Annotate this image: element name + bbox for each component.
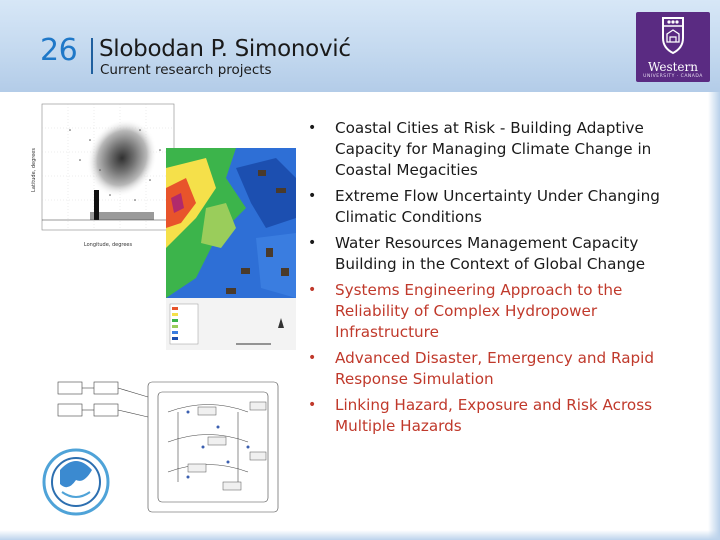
- title-divider: [91, 38, 93, 74]
- histogram-peak: [94, 190, 99, 220]
- slide-title: Slobodan P. Simonović: [99, 36, 351, 62]
- logo-wordmark: Western: [647, 60, 698, 74]
- logo-subline: UNIVERSITY · CANADA: [643, 74, 703, 79]
- scatter-xlabel: Longitude, degrees: [83, 242, 133, 248]
- histogram-bars: [90, 212, 154, 220]
- list-item: [306, 186, 690, 228]
- slide-header: [0, 0, 720, 92]
- bullet-icon: •: [308, 350, 317, 366]
- slide-number: 26: [40, 33, 78, 68]
- list-item-text: Linking Hazard, Exposure and Risk Across Multiple Hazards: [335, 396, 653, 435]
- bullet-icon: •: [308, 235, 317, 251]
- list-item: [306, 395, 690, 437]
- bullet-icon: •: [308, 120, 317, 136]
- list-item: [306, 280, 690, 343]
- slide-subtitle: Current research projects: [100, 62, 272, 78]
- right-edge-shading: [708, 92, 720, 540]
- list-item-text: Systems Engineering Approach to the Reliability of Complex Hydropower Infrastructure: [335, 281, 623, 341]
- bullet-icon: •: [308, 397, 317, 413]
- scatter-ylabel: Latitude, degrees: [31, 148, 37, 192]
- university-logo: [636, 12, 710, 82]
- bullet-icon: •: [308, 188, 317, 204]
- list-item: [306, 233, 690, 275]
- bullet-icon: •: [308, 282, 317, 298]
- list-item-text: Coastal Cities at Risk - Building Adaptive Capacity for Managing Climate Change in Coastal Megacities: [335, 119, 652, 179]
- list-item: [306, 118, 690, 181]
- scatter-density-figure: [30, 100, 180, 250]
- list-item: [306, 348, 690, 390]
- shield-icon: [636, 12, 710, 60]
- list-item-text: Water Resources Management Capacity Building in the Context of Global Change: [335, 234, 646, 273]
- flood-map-figure: [166, 148, 296, 350]
- research-projects-list: [306, 118, 690, 442]
- resilient-communities-logo-icon: [44, 450, 108, 514]
- system-dynamics-diagram: [38, 352, 288, 534]
- list-item-text: Extreme Flow Uncertainty Under Changing Climatic Conditions: [335, 187, 660, 226]
- list-item-text: Advanced Disaster, Emergency and Rapid Response Simulation: [335, 349, 655, 388]
- bottom-edge-shading: [0, 530, 720, 540]
